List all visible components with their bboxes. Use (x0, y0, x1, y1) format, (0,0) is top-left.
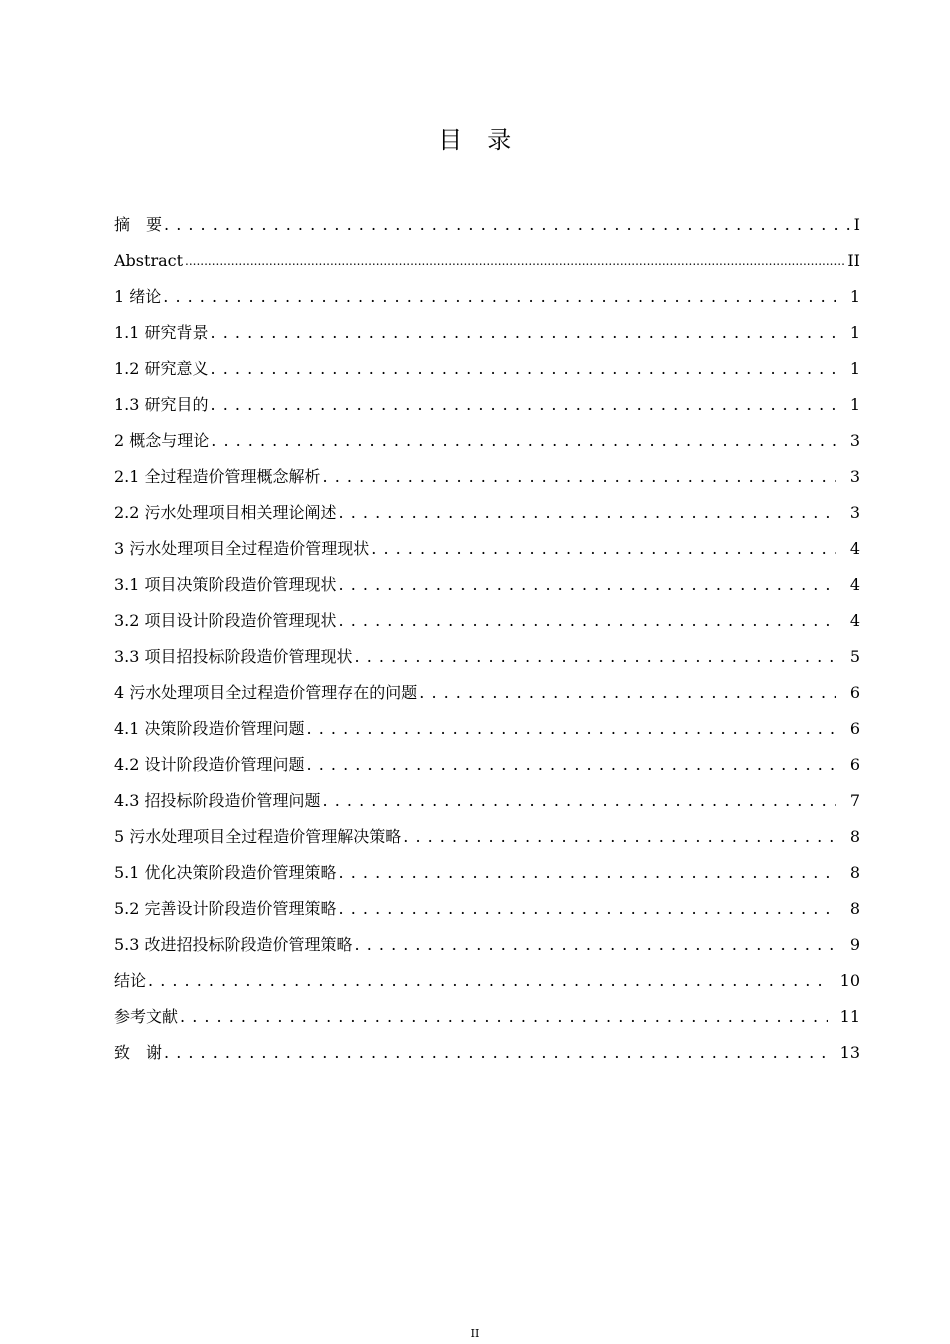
toc-entry-page: I (853, 215, 860, 234)
toc-entry-label: 4.2 设计阶段造价管理问题 (114, 755, 305, 774)
toc-entry-label: 5.2 完善设计阶段造价管理策略 (114, 899, 337, 918)
table-of-contents (114, 207, 860, 1071)
toc-entry-label: 结论 (114, 971, 147, 990)
page-title: 目 录 (438, 126, 512, 154)
toc-entry-page: 1 (849, 323, 860, 342)
toc-entry-label: 3.2 项目设计阶段造价管理现状 (114, 611, 337, 630)
toc-entry-4-3[interactable] (114, 783, 860, 819)
toc-entry-label: 摘 要 (114, 215, 163, 234)
toc-entry-conclusion[interactable] (114, 963, 860, 999)
toc-entry-page: 3 (849, 503, 860, 522)
toc-entry-page: 8 (849, 863, 860, 882)
dot-leader (339, 567, 836, 603)
toc-entry-label: 1.1 研究背景 (114, 323, 209, 342)
dot-leader (339, 891, 836, 927)
toc-entry-ch3[interactable] (114, 531, 860, 567)
dot-leader (164, 1035, 828, 1071)
dot-leader (163, 279, 836, 315)
dot-leader (180, 999, 828, 1035)
toc-entry-page: 8 (849, 899, 860, 918)
dot-leader (371, 531, 836, 567)
toc-entry-page: 4 (849, 611, 860, 630)
toc-entry-5-3[interactable] (114, 927, 860, 963)
dot-leader (307, 747, 836, 783)
toc-entry-label: 5 污水处理项目全过程造价管理解决策略 (114, 827, 402, 846)
toc-entry-page: 3 (849, 431, 860, 450)
toc-entry-page: 10 (839, 971, 860, 990)
toc-entry-page: 1 (849, 287, 860, 306)
toc-entry-acknowledgements[interactable] (114, 1035, 860, 1071)
toc-entry-label: 1.3 研究目的 (114, 395, 209, 414)
dot-leader (419, 675, 836, 711)
toc-entry-page: 4 (849, 575, 860, 594)
toc-entry-label: 5.1 优化决策阶段造价管理策略 (114, 863, 337, 882)
dot-leader (211, 315, 836, 351)
toc-entry-label: 1.2 研究意义 (114, 359, 209, 378)
toc-entry-3-3[interactable] (114, 639, 860, 675)
toc-entry-label: 3 污水处理项目全过程造价管理现状 (114, 539, 370, 558)
dot-leader (211, 423, 836, 459)
toc-entry-label: 4.1 决策阶段造价管理问题 (114, 719, 305, 738)
dot-leader (355, 927, 836, 963)
toc-entry-page: 9 (849, 935, 860, 954)
toc-entry-2-1[interactable] (114, 459, 860, 495)
toc-entry-label: 5.3 改进招投标阶段造价管理策略 (114, 935, 353, 954)
toc-entry-label: 1 绪论 (114, 287, 162, 306)
toc-entry-page: II (847, 251, 860, 270)
toc-entry-4-1[interactable] (114, 711, 860, 747)
toc-entry-1-1[interactable] (114, 315, 860, 351)
dot-leader (185, 243, 845, 279)
dot-leader (323, 459, 836, 495)
toc-entry-label: 4.3 招投标阶段造价管理问题 (114, 791, 321, 810)
toc-entry-page: 6 (849, 719, 860, 738)
toc-entry-references[interactable] (114, 999, 860, 1035)
dot-leader (339, 855, 836, 891)
toc-entry-page: 13 (839, 1043, 860, 1062)
toc-entry-label: 参考文献 (114, 1007, 179, 1026)
toc-entry-1-3[interactable] (114, 387, 860, 423)
toc-entry-4-2[interactable] (114, 747, 860, 783)
dot-leader (323, 783, 836, 819)
toc-entry-2-2[interactable] (114, 495, 860, 531)
toc-entry-page: 4 (849, 539, 860, 558)
toc-entry-ch1[interactable] (114, 279, 860, 315)
dot-leader (164, 207, 852, 243)
toc-entry-abstract-cn[interactable] (114, 207, 860, 243)
toc-entry-page: 5 (849, 647, 860, 666)
toc-entry-page: 6 (849, 683, 860, 702)
dot-leader (339, 495, 836, 531)
toc-entry-ch5[interactable] (114, 819, 860, 855)
toc-entry-page: 11 (839, 1007, 860, 1026)
toc-entry-label: 2 概念与理论 (114, 431, 210, 450)
toc-entry-1-2[interactable] (114, 351, 860, 387)
dot-leader (339, 603, 836, 639)
toc-entry-3-1[interactable] (114, 567, 860, 603)
toc-entry-label: Abstract (114, 251, 184, 270)
toc-entry-label: 2.2 污水处理项目相关理论阐述 (114, 503, 337, 522)
toc-entry-label: 3.1 项目决策阶段造价管理现状 (114, 575, 337, 594)
page-number: II (470, 1327, 480, 1340)
toc-entry-5-1[interactable] (114, 855, 860, 891)
toc-entry-label: 致 谢 (114, 1043, 163, 1062)
toc-entry-label: 2.1 全过程造价管理概念解析 (114, 467, 321, 486)
dot-leader (211, 387, 836, 423)
toc-entry-page: 7 (849, 791, 860, 810)
toc-entry-label: 4 污水处理项目全过程造价管理存在的问题 (114, 683, 418, 702)
toc-entry-page: 8 (849, 827, 860, 846)
toc-entry-ch4[interactable] (114, 675, 860, 711)
toc-entry-label: 3.3 项目招投标阶段造价管理现状 (114, 647, 353, 666)
toc-entry-3-2[interactable] (114, 603, 860, 639)
dot-leader (307, 711, 836, 747)
dot-leader (355, 639, 836, 675)
toc-entry-ch2[interactable] (114, 423, 860, 459)
dot-leader (403, 819, 836, 855)
dot-leader (211, 351, 836, 387)
toc-entry-page: 6 (849, 755, 860, 774)
toc-entry-5-2[interactable] (114, 891, 860, 927)
dot-leader (148, 963, 828, 999)
toc-entry-abstract-en[interactable] (114, 243, 860, 279)
toc-entry-page: 3 (849, 467, 860, 486)
toc-entry-page: 1 (849, 395, 860, 414)
toc-entry-page: 1 (849, 359, 860, 378)
